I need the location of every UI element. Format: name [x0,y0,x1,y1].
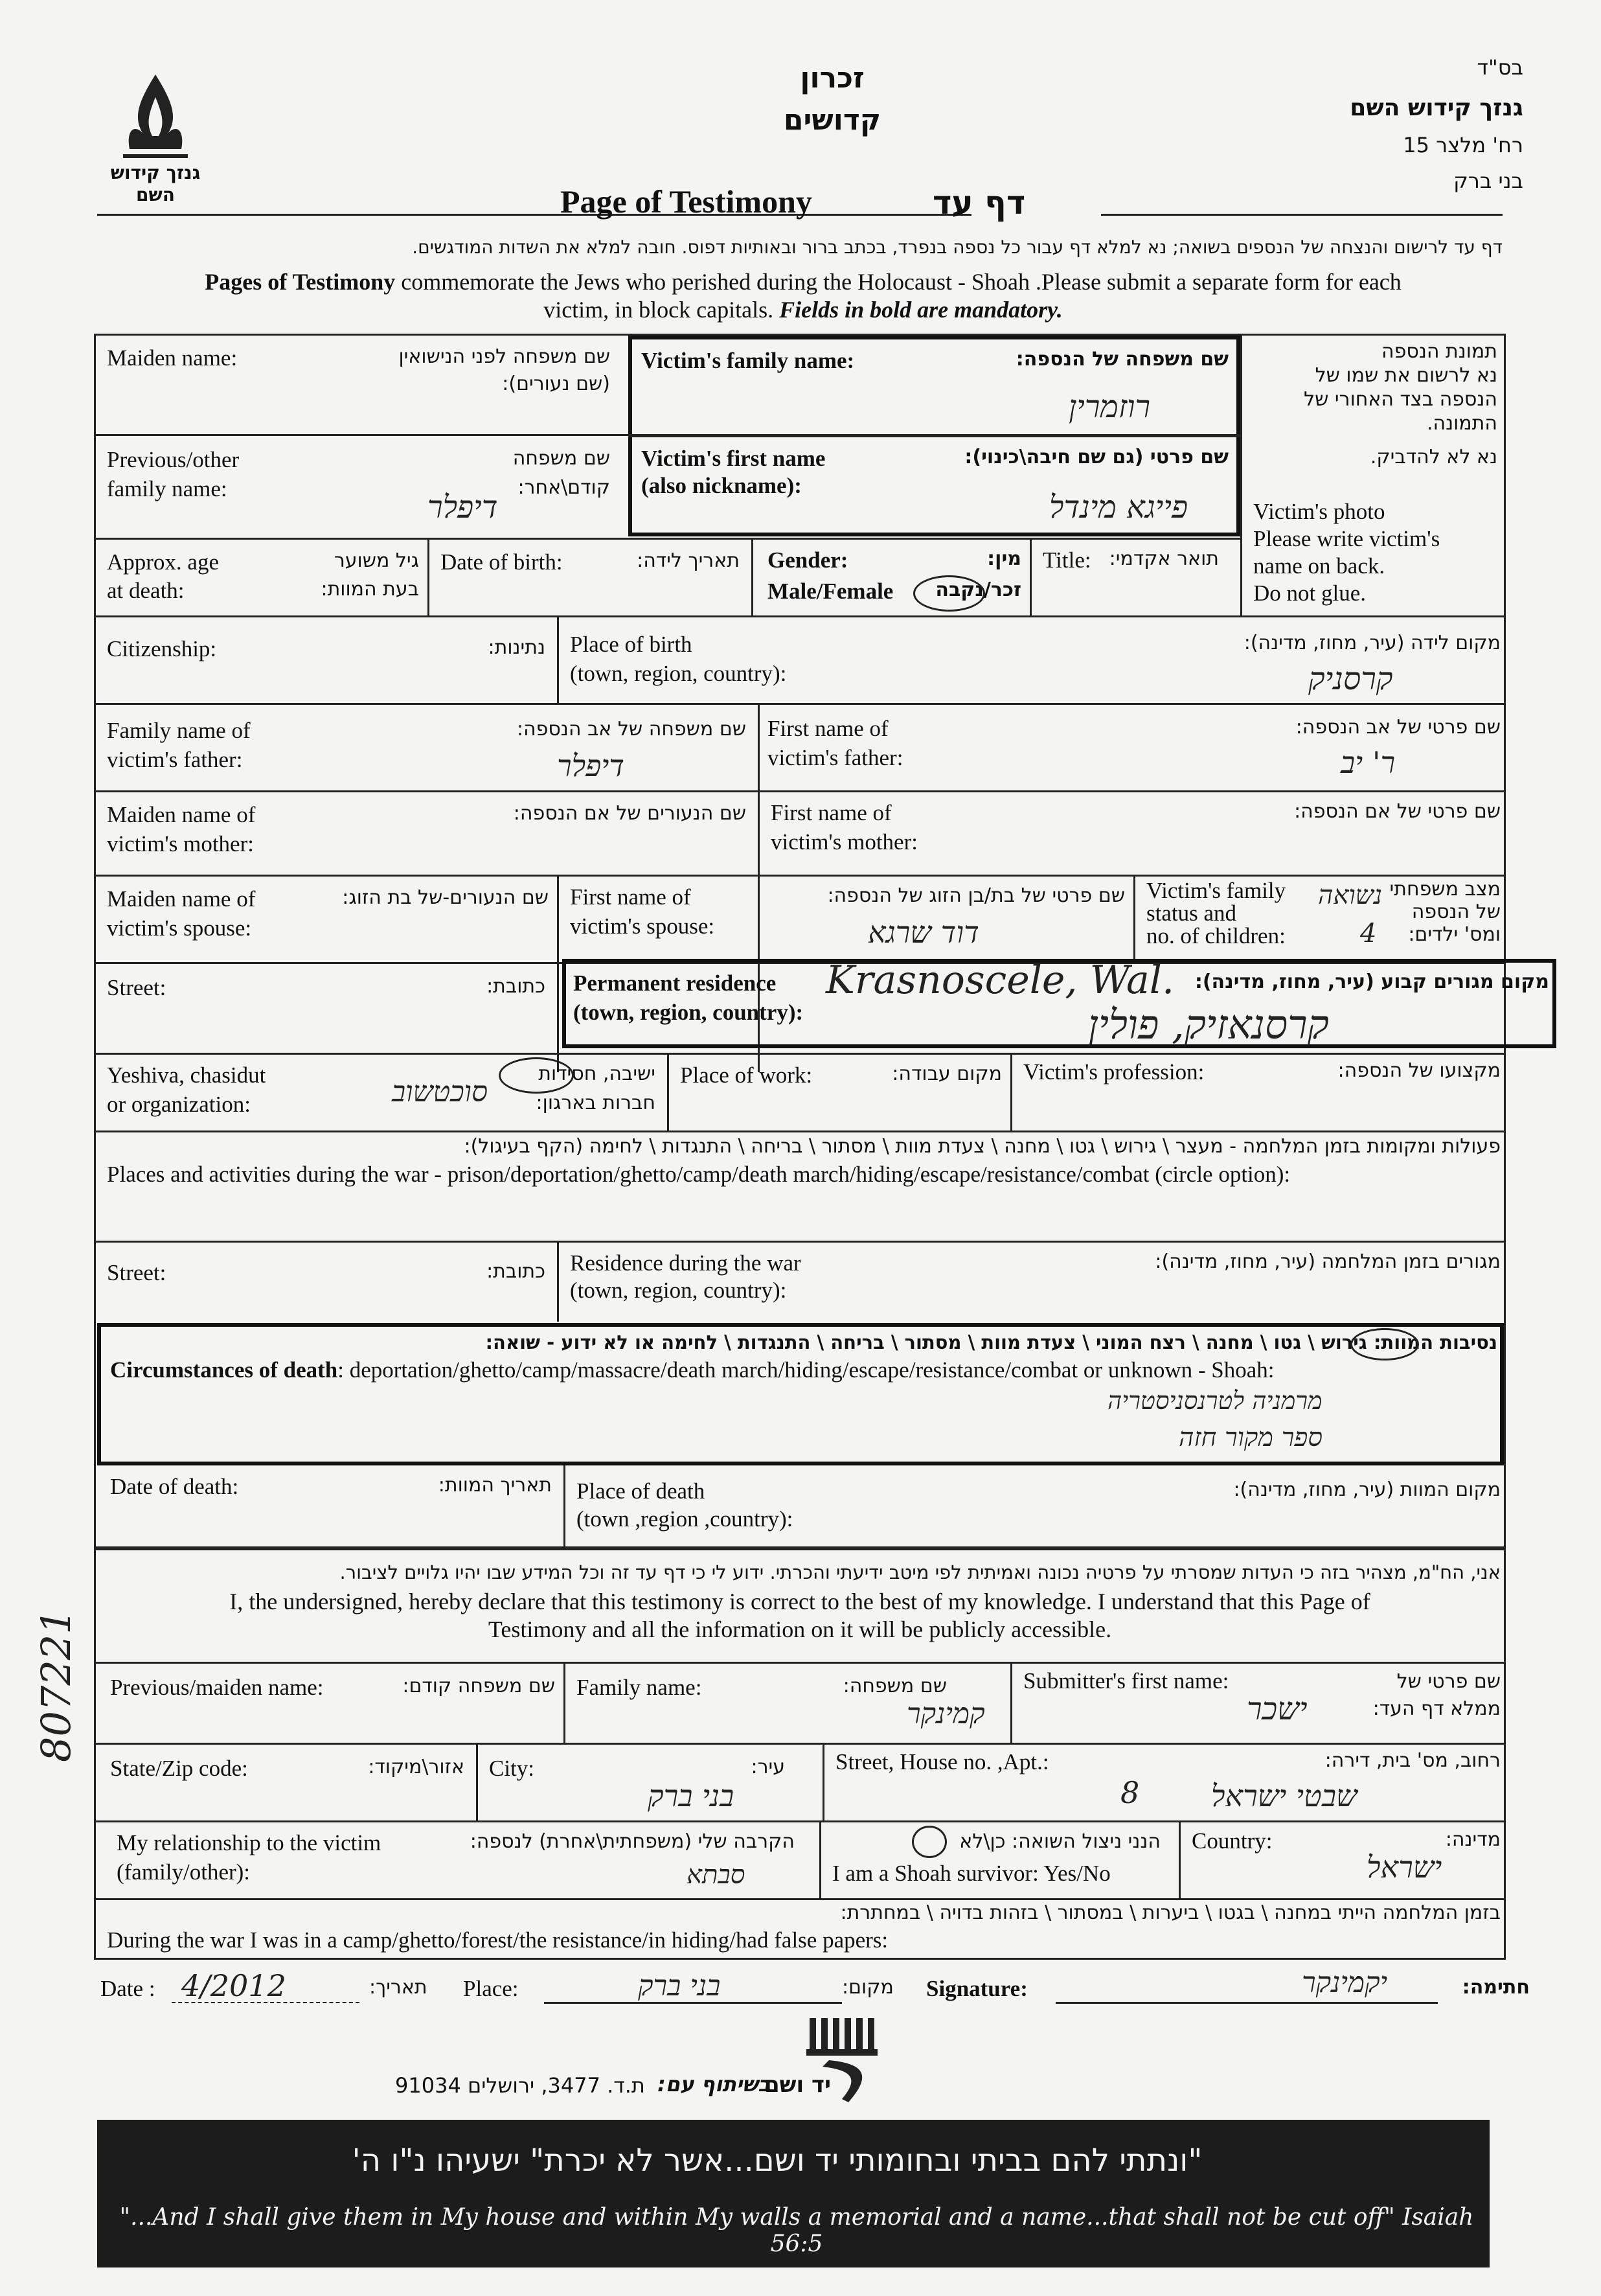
perm-label-he: מקום מגורים קבוע (עיר, מחוז, מדינה): [1194,970,1549,993]
submitter-street-label-he: רחוב, מס' בית, דירה: [1324,1749,1501,1772]
war-residence-label-en1: Residence during the war [570,1250,801,1276]
prev-value[interactable]: דיפלר [427,489,498,525]
death-circumstances-value2[interactable]: ספר מקור חזה [1179,1423,1323,1452]
gender-label-he1: מין: [987,547,1021,570]
age-label-en1: Approx. age [107,549,220,575]
pod-label-en2: (town ,region ,country): [576,1506,793,1532]
father-first-label-en2: victim's father: [767,745,903,770]
deportation-circle[interactable] [1350,1328,1419,1360]
photo-en3: name on back. [1253,553,1385,579]
photo-he1: תמונת הנספה [1381,340,1497,363]
pob-label-en2: (town, region, country): [570,661,787,686]
submitter-war-he: בזמן המלחמה הייתי במחנה \ בגטו \ ביערות \ במסתור \ בזהות בדויה \ במחתרת: [840,1901,1501,1924]
city-label-he: עיר: [751,1756,785,1778]
victim-family-value[interactable]: רוזמרין [1069,389,1151,425]
photo-en1: Victim's photo [1253,499,1385,524]
pob-value[interactable]: קרסניק [1308,661,1393,697]
citizenship-label-en: Citizenship: [107,636,217,661]
country-label-en: Country: [1192,1828,1273,1854]
yeshiva-label-en2: or organization: [107,1092,251,1117]
father-family-label-en1: Family name of [107,718,251,743]
logo [110,71,201,205]
submitter-first-label-he1: שם פרטי של [1396,1670,1501,1693]
children-value[interactable]: 4 [1360,919,1377,948]
war-activities-he: פעולות ומקומות בזמן המלחמה - מעצר \ גירוש \ גטו \ מחנה \ צעדת מוות \ מסתור \ בריחה \ התנגדות \ לחימה (הקף בעיגול): [464,1135,1501,1158]
date-label-he: תאריך: [369,1976,427,1999]
submitter-family-value[interactable]: קמינקר [907,1697,985,1730]
intro-en-line1 [97,269,1509,295]
work-label-en: Place of work: [680,1062,813,1088]
survivor-label-he: הנני ניצול השואה: כן\לא [959,1830,1161,1853]
street-label-he: כתובת: [486,975,545,998]
footer-coop: בשיתוף עם: [657,2072,771,2096]
father-family-label-en2: victim's father: [107,747,243,772]
family-status-label-en1: Victim's family [1146,878,1286,903]
place-value[interactable]: בני ברק [638,1969,721,2003]
mother-maiden-label-en2: victim's mother: [107,831,254,856]
death-circumstances-en-bold: Circumstances of death [110,1357,338,1383]
pod-label-he: מקום המוות (עיר, מחוז, מדינה): [1233,1478,1501,1501]
photo-he3: הנספה בצד האחורי של [1304,388,1497,411]
submitter-street-value[interactable]: שבטי ישראל [1211,1778,1357,1813]
header-center-line1: זכרון [800,62,865,95]
family-status-value[interactable]: נשואה [1318,880,1383,910]
submitter-prev-label-he: שם משפחה קודם: [402,1675,555,1697]
header-bsd: בס"ד [1477,55,1523,80]
father-first-label-en1: First name of [767,716,889,741]
yeshiva-label-he2: חברות בארגון: [536,1092,655,1114]
spouse-first-value[interactable]: דוד שרגא [868,915,979,950]
war-residence-label-en2: (town, region, country): [570,1278,787,1303]
place-label-he: מקום: [842,1976,894,1999]
signature-label-en: Signature: [926,1976,1028,2001]
intro-he: דף עד לרישום והנצחה של הנספים בשואה; נא למלא דף עבור כל נספה בנפרד, בכתב ברור ובאותיות דפוס. חובה למלא את השדות המודגשים. [412,236,1503,258]
victim-first-label-en1: Victim's first name [641,446,826,471]
photo-he5: נא לא להדביק. [1370,446,1497,468]
quote-he: "ונתתי להם בביתי ובחומותי יד ושם...אשר לא יכרת" ישעיהו נ"ו ה' [352,2142,1203,2179]
spouse-first-label-en1: First name of [570,884,691,910]
mother-first-label-en2: victim's mother: [771,829,918,855]
death-circumstances-en [110,1357,1274,1383]
photo-he4: התמונה. [1426,412,1497,435]
country-label-he: מדינה: [1445,1828,1501,1851]
prev-label-en1: Previous/other [107,447,240,472]
zip-label-en: State/Zip code: [110,1756,248,1781]
spouse-first-label-he: שם פרטי של בת/בן הזוג של הנספה: [827,884,1125,907]
submitter-family-label-he: שם משפחה: [843,1675,947,1697]
dod-label-he: תאריך המוות: [438,1474,552,1497]
gender-label-en1: Gender: [767,547,848,573]
quote-banner [97,2120,1490,2267]
yeshiva-label-he1: ישיבה, חסידות [538,1062,655,1085]
perm-label-en2: (town, region, country): [573,1000,804,1025]
dob-label-en: Date of birth: [440,549,563,575]
dod-label-en: Date of death: [110,1474,239,1499]
spouse-first-label-en2: victim's spouse: [570,913,715,939]
photo-en4: Do not glue. [1253,580,1367,606]
death-circumstances-en-rest: : deportation/ghetto/camp/massacre/death march/hiding/escape/resistance/combat or unknown - Shoah: [337,1357,1275,1383]
submitter-first-label-en: Submitter's first name: [1023,1668,1229,1693]
header-org-city: בני ברק [1453,168,1523,193]
header-org-name: גנזך קידוש השם [1350,95,1523,121]
perm-label-en1: Permanent residence [573,970,777,996]
declaration-he: אני, הח"מ, מצהיר בזה כי העדות שמסרתי על פרטיה נכונה ואמיתית לפי מיטב ידיעתי והכרתי. ידוע לי כי דף עד זה וכל המידע שבו יהיו גלויים לציבור. [339,1561,1501,1583]
survivor-label-en: I am a Shoah survivor: Yes/No [832,1861,1111,1886]
father-first-label-he: שם פרטי של אב הנספה: [1295,716,1501,739]
victim-first-label-he: שם פרטי (גם שם חיבה\כינוי): [964,446,1229,468]
pob-label-he: מקום לידה (עיר, מחוז, מדינה): [1243,632,1501,654]
place-label-en: Place: [463,1976,519,2001]
submitter-family-label-en: Family name: [576,1675,702,1700]
death-circumstances-value1[interactable]: מרמניה לטרנסניסטריה [1107,1386,1323,1415]
victim-family-label-en: Victim's family name: [641,348,855,373]
war-activities-en: Places and activities during the war - prison/deportation/ghetto/camp/death march/hiding/escape/resistance/combat (circle option): [107,1162,1291,1187]
prev-label-he1: שם משפחה [512,447,610,470]
intro-en-mandatory: Fields in bold are mandatory. [779,297,1063,323]
maiden-label-he2: (שם נעורים): [502,373,610,395]
mother-first-label-en1: First name of [771,800,892,825]
submitter-house-value[interactable]: 8 [1120,1775,1140,1810]
header-center-line2: קדושים [783,104,881,137]
footer-yadvashem: יד ושם [764,2072,831,2098]
war-residence-label-he: מגורים בזמן המלחמה (עיר, מחוז, מדינה): [1155,1250,1501,1273]
yeshiva-value[interactable]: סוכטשוב [392,1075,488,1108]
intro-en-bold: Pages of Testimony [205,269,396,295]
citizenship-label-he: נתינות: [488,636,545,659]
title-label-en: Title: [1043,547,1091,573]
victim-family-label-he: שם משפחה של הנספה: [1016,348,1229,371]
country-value[interactable]: ישראל [1367,1850,1442,1885]
chasidut-circle[interactable] [499,1057,574,1094]
spouse-maiden-label-he: שם הנעורים-של בת הזוג: [342,886,549,909]
relationship-value[interactable]: סבתא [687,1860,745,1890]
logo-text: גנזך קידוש השם [110,162,201,205]
mother-maiden-label-en1: Maiden name of [107,802,256,827]
page-title-he: דף עד [933,184,1026,222]
gender-female-circle[interactable] [913,575,985,612]
perm-value-he[interactable]: קרסנאזיק, פולין [1088,1001,1329,1048]
page-title-en: Page of Testimony [560,183,812,220]
zip-label-he: אזור\מיקוד: [368,1756,464,1778]
street-label-en: Street: [107,975,166,1000]
dob-label-he: תאריך לידה: [637,549,740,572]
war-street-label-en: Street: [107,1260,166,1285]
photo-en2: Please write victim's [1253,526,1440,551]
profession-label-en: Victim's profession: [1023,1059,1205,1085]
family-status-label-he3: ומס' ילדים: [1408,923,1501,946]
prev-label-en2: family name: [107,476,227,501]
relationship-label-en2: (family/other): [117,1859,251,1885]
age-label-he1: גיל משוער [334,549,419,572]
header-org-street: רח' מלצר 15 [1403,133,1523,157]
signature-label-he: חתימה: [1462,1976,1530,1999]
pob-label-en1: Place of birth [570,632,692,657]
signature-value[interactable]: יקמינקר [1302,1966,1388,1999]
father-family-value[interactable]: דיפלר [557,748,625,783]
profession-label-he: מקצועו של הנספה: [1337,1059,1501,1082]
declaration-en2: Testimony and all the information on it will be publicly accessible. [488,1616,1112,1642]
date-value[interactable]: 4/2012 [181,1968,286,2003]
age-label-en2: at death: [107,578,185,603]
relationship-label-en1: My relationship to the victim [117,1830,381,1855]
city-label-en: City: [489,1756,535,1781]
gender-label-en2: Male/Female [767,579,894,604]
intro-en-rest: commemorate the Jews who perished during the Holocaust - Shoah .Please submit a separate form for each [395,269,1402,295]
declaration-en1: I, the undersigned, hereby declare that this testimony is correct to the best of my knowledge. I understand that this Page of [229,1589,1370,1614]
family-status-label-en3: no. of children: [1146,923,1286,948]
submitter-street-label-en: Street, House no. ,Apt.: [835,1749,1049,1774]
city-value[interactable]: בני ברק [648,1778,734,1813]
maiden-label-en: Maiden name: [107,345,238,371]
survivor-no-circle[interactable] [912,1826,947,1858]
side-number: 807221 [32,1609,80,1762]
relationship-label-he: הקרבה שלי (משפחתית\אחרת) לנספה: [470,1830,795,1853]
footer-address: 91034 ת.ד. 3477, ירושלים [395,2073,645,2098]
yeshiva-label-en1: Yeshiva, chasidut [107,1062,266,1088]
work-label-he: מקום עבודה: [892,1062,1002,1085]
father-family-label-he: שם משפחה של אב הנספה: [516,718,746,740]
spouse-maiden-label-en2: victim's spouse: [107,915,252,941]
victim-first-value[interactable]: פייגא מינדל [1049,489,1188,525]
submitter-first-value[interactable]: ישכר [1247,1691,1308,1727]
age-label-he2: בעת המוות: [321,578,419,601]
intro-en-line2 [97,297,1509,323]
gender-label-he2: זכר/נקבה [935,579,1021,601]
mother-maiden-label-he: שם הנעורים של אם הנספה: [513,802,746,825]
family-status-label-he2: של הנספה [1411,901,1501,923]
submitter-first-label-he2: ממלא דף העד: [1372,1697,1501,1720]
war-street-label-he: כתובת: [486,1260,545,1283]
family-status-label-en2: status and [1146,901,1237,926]
submitter-war-en: During the war I was in a camp/ghetto/forest/the resistance/in hiding/had false papers: [107,1927,889,1953]
prev-label-he2: קודם\אחר: [517,476,610,499]
intro-en-line2-text: victim, in block capitals. [543,297,780,323]
quote-en: "...And I shall give them in My house and within My walls a memorial and a name...that shall not be cut off" Isaiah 56:5 [119,2204,1474,2257]
photo-he2: נא לרשום את שמו של [1315,364,1497,387]
spouse-maiden-label-en1: Maiden name of [107,886,256,912]
pod-label-en1: Place of death [576,1478,705,1504]
victim-first-label-en2: (also nickname): [641,473,802,498]
mother-first-label-he: שם פרטי של אם הנספה: [1294,800,1501,823]
father-first-value[interactable]: ר' יב [1341,745,1396,780]
perm-value-latin[interactable]: Krasnoscele, Wal. [826,958,1175,1003]
maiden-label-he1: שם משפחה לפני הנישואין [398,345,610,368]
date-label-en: Date : [100,1976,155,2001]
family-status-label-he1: מצב משפחתי [1389,878,1501,901]
submitter-prev-label-en: Previous/maiden name: [110,1675,324,1700]
title-label-he: תואר אקדמי: [1109,547,1219,570]
death-circumstances-he: נסיבות המוות: גירוש \ גטו \ מחנה \ רצח המוני \ צעדת מוות \ מסתור \ בריחה \ התנגדות \ לחימה או לא ידוע - שואה: [485,1331,1497,1353]
